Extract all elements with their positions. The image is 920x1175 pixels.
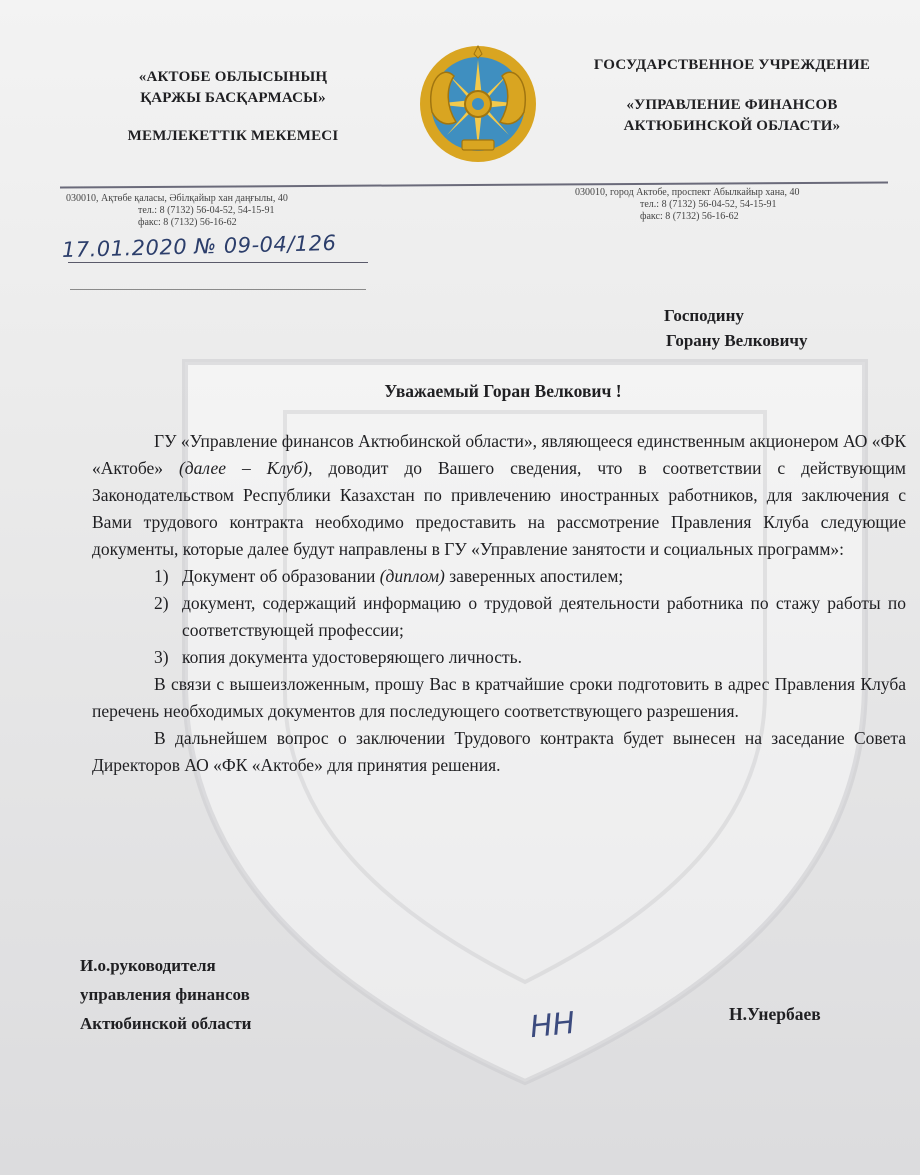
- list-item: [92, 590, 906, 644]
- header-kazakh-line2: ҚАРЖЫ БАСҚАРМАСЫ»: [140, 90, 326, 106]
- signatory-title-line1: И.о.руководителя: [80, 956, 216, 975]
- header-kazakh-sub: МЕМЛЕКЕТТІК МЕКЕМЕСІ: [127, 128, 339, 144]
- list-item-text: Документ об образовании: [182, 566, 380, 586]
- paragraph-1-text-b: , доводит до Вашего сведения, что в соответствии с действующим Законодательством Республики Казахстан по привлечению иностранных работников, для заключения с Вами трудового контракта необходимо предоставить на рассмотрение Правления Клуба следующие документы, которые далее будут направлены в ГУ «Управление занятости и социальных программ»:: [92, 458, 906, 559]
- paragraph-2: В связи с вышеизложенным, прошу Вас в кратчайшие сроки подготовить в адрес Правления Клуба перечень необходимых документов для последующего соответствующего разрешения.: [92, 674, 906, 721]
- signatory-name: Н.Унербаев: [729, 1004, 821, 1024]
- list-item-number: 2): [154, 593, 169, 613]
- header-russian: [574, 55, 890, 137]
- address-russian-street: 030010, город Актобе, проспект Абылкайыр хана, 40: [575, 187, 800, 198]
- document-list: [92, 563, 906, 671]
- addressee-line1: Господину: [664, 306, 744, 325]
- signatory-title: [80, 951, 251, 1038]
- signatory-title-line2: управления финансов: [80, 985, 250, 1004]
- list-item: [92, 644, 906, 671]
- registration-blank-line: [70, 289, 366, 290]
- list-item-text: документ, содержащий информацию о трудовой деятельности работника по стажу работы по соответствующей профессии;: [182, 593, 906, 640]
- address-kazakh-phone: тел.: 8 (7132) 56-04-52, 54-15-91: [138, 205, 275, 216]
- letter-body: [92, 378, 906, 779]
- paragraph-1-italic: (далее – Клуб): [178, 458, 309, 478]
- header-russian-line2: АКТЮБИНСКОЙ ОБЛАСТИ»: [623, 118, 841, 134]
- address-russian-phone: тел.: 8 (7132) 56-04-52, 54-15-91: [640, 199, 777, 210]
- kazakhstan-state-emblem-icon: [416, 42, 540, 166]
- header-russian-line1: «УПРАВЛЕНИЕ ФИНАНСОВ: [626, 97, 838, 113]
- registration-underline: [68, 262, 368, 263]
- registration-number: 17.01.2020 № 09-04/126: [61, 230, 337, 263]
- addressee: [664, 303, 807, 353]
- paragraph-1-text-a: ГУ «Управление финансов Актюбинской области», являющееся единственным акционером АО «ФК «Актобе»: [92, 431, 906, 478]
- signatory-title-line3: Актюбинской области: [80, 1014, 252, 1033]
- list-item: [92, 563, 906, 590]
- list-item-number: 3): [154, 647, 169, 667]
- addressee-line2: Горану Велковичу: [666, 331, 808, 350]
- list-item-italic: (диплом): [379, 566, 445, 586]
- address-russian-fax: факс: 8 (7132) 56-16-62: [640, 211, 739, 222]
- header-russian-type: ГОСУДАРСТВЕННОЕ УЧРЕЖДЕНИЕ: [593, 57, 871, 73]
- address-kazakh-street: 030010, Ақтөбе қаласы, Әбілқайыр хан даңғылы, 40: [66, 193, 288, 204]
- header-kazakh: [118, 67, 348, 147]
- list-item-text-end: заверенных апостилем;: [444, 566, 624, 586]
- address-russian: [575, 187, 895, 223]
- header-kazakh-line1: «АКТОБЕ ОБЛЫСЫНЫҢ: [138, 69, 328, 85]
- paragraph-1: [92, 428, 906, 563]
- list-item-text: копия документа удостоверяющего личность.: [182, 647, 522, 667]
- address-kazakh: [66, 193, 376, 229]
- salutation: Уважаемый Горан Велкович !: [384, 381, 622, 401]
- paragraph-3: В дальнейшем вопрос о заключении Трудового контракта будет вынесен на заседание Совета Директоров АО «ФК «Актобе» для принятия решения.: [92, 728, 906, 775]
- handwritten-signature: НН: [528, 1005, 577, 1046]
- address-kazakh-fax: факс: 8 (7132) 56-16-62: [138, 217, 237, 228]
- list-item-number: 1): [154, 566, 169, 586]
